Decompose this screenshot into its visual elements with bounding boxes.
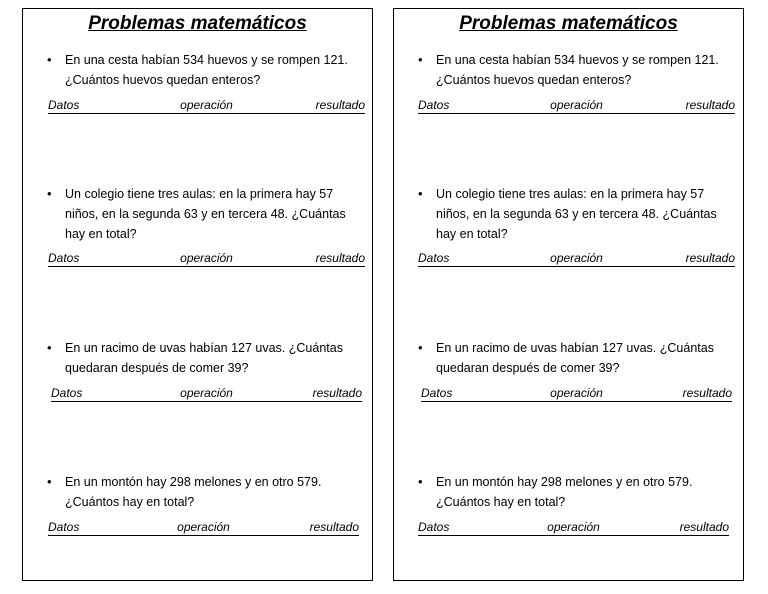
bullet-icon: • (418, 340, 423, 355)
problem-text: Un colegio tiene tres aulas: en la primera hay 57 niños, en la segunda 63 y en tercera 48. ¿Cuántas hay en total? (436, 187, 717, 241)
label-resultado: resultado (315, 98, 365, 112)
worksheet-left (22, 8, 373, 581)
answer-line (418, 251, 735, 267)
bullet-icon: • (47, 474, 52, 489)
problem-text: En un montón hay 298 melones y en otro 579. ¿Cuántos hay en total? (436, 475, 693, 509)
answer-line (421, 386, 732, 402)
answer-line (418, 520, 729, 536)
problem-text: En una cesta habían 534 huevos y se rompen 121. ¿Cuántos huevos quedan enteros? (436, 53, 719, 87)
page-title: Problemas matemáticos (459, 13, 678, 34)
label-datos: Datos (51, 386, 83, 400)
worksheet-right (393, 8, 744, 581)
label-operacion: operación (180, 98, 233, 112)
bullet-icon: • (418, 474, 423, 489)
bullet-icon: • (47, 340, 52, 355)
label-resultado: resultado (315, 251, 365, 265)
label-operacion: operación (550, 386, 603, 400)
bullet-icon: • (418, 186, 423, 201)
label-resultado: resultado (685, 98, 735, 112)
label-operacion: operación (550, 98, 603, 112)
label-datos: Datos (418, 98, 450, 112)
problem-text: En un montón hay 298 melones y en otro 579. ¿Cuántos hay en total? (65, 475, 322, 509)
answer-line (48, 98, 365, 114)
problem-text: En un racimo de uvas habían 127 uvas. ¿Cuántas quedaran después de comer 39? (65, 341, 343, 375)
label-resultado: resultado (685, 251, 735, 265)
answer-line (51, 386, 362, 402)
label-datos: Datos (418, 251, 450, 265)
bullet-icon: • (47, 186, 52, 201)
bullet-icon: • (47, 52, 52, 67)
label-resultado: resultado (682, 386, 732, 400)
label-datos: Datos (48, 520, 80, 534)
label-resultado: resultado (679, 520, 729, 534)
label-operacion: operación (180, 251, 233, 265)
answer-line (418, 98, 735, 114)
bullet-icon: • (418, 52, 423, 67)
label-operacion: operación (180, 386, 233, 400)
label-resultado: resultado (309, 520, 359, 534)
label-operacion: operación (547, 520, 600, 534)
label-operacion: operación (550, 251, 603, 265)
page-title: Problemas matemáticos (88, 13, 307, 34)
answer-line (48, 251, 365, 267)
label-datos: Datos (418, 520, 450, 534)
answer-line (48, 520, 359, 536)
problem-text: Un colegio tiene tres aulas: en la primera hay 57 niños, en la segunda 63 y en tercera 48. ¿Cuántas hay en total? (65, 187, 346, 241)
label-datos: Datos (48, 98, 80, 112)
problem-text: En un racimo de uvas habían 127 uvas. ¿Cuántas quedaran después de comer 39? (436, 341, 714, 375)
label-datos: Datos (48, 251, 80, 265)
problem-text: En una cesta habían 534 huevos y se rompen 121. ¿Cuántos huevos quedan enteros? (65, 53, 348, 87)
label-operacion: operación (177, 520, 230, 534)
label-resultado: resultado (312, 386, 362, 400)
label-datos: Datos (421, 386, 453, 400)
